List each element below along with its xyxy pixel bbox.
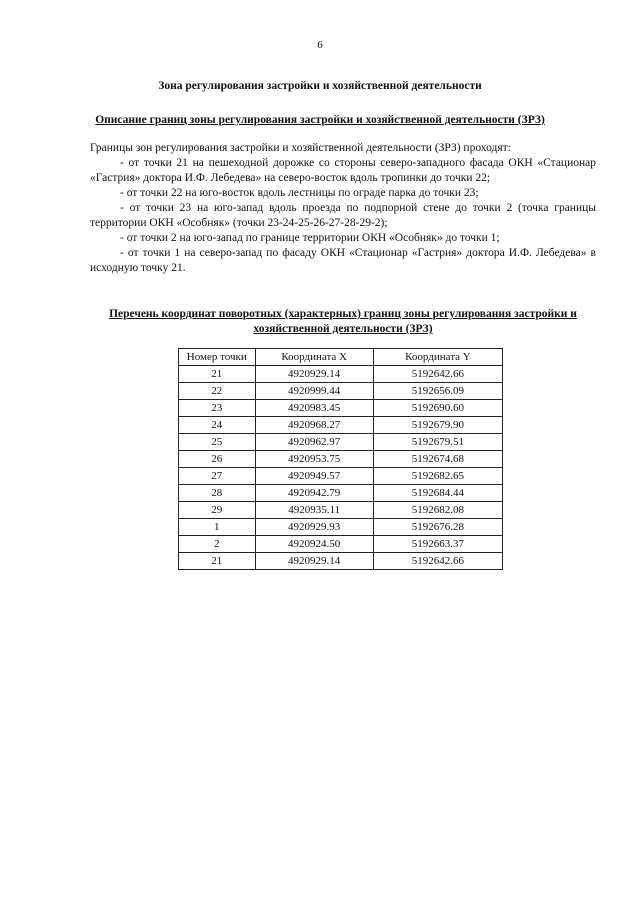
point-number-cell: 21 bbox=[179, 553, 256, 570]
table-row bbox=[179, 451, 503, 468]
table-row bbox=[179, 468, 503, 485]
header-coordinate-y: Координата Y bbox=[373, 349, 502, 366]
coord-x-cell: 4920953.75 bbox=[255, 451, 373, 468]
coord-y-cell: 5192674.68 bbox=[373, 451, 502, 468]
coord-y-cell: 5192690.60 bbox=[373, 400, 502, 417]
table-row bbox=[179, 400, 503, 417]
table-row bbox=[179, 417, 503, 434]
coord-y-cell: 5192679.90 bbox=[373, 417, 502, 434]
coord-y-cell: 5192679.51 bbox=[373, 434, 502, 451]
coord-x-cell: 4920929.14 bbox=[255, 553, 373, 570]
coord-x-cell: 4920929.93 bbox=[255, 519, 373, 536]
point-number-cell: 2 bbox=[179, 536, 256, 553]
coord-y-cell: 5192682.65 bbox=[373, 468, 502, 485]
coord-y-cell: 5192642.66 bbox=[373, 553, 502, 570]
table-row bbox=[179, 519, 503, 536]
coord-y-cell: 5192682.08 bbox=[373, 502, 502, 519]
coord-x-cell: 4920924.50 bbox=[255, 536, 373, 553]
document-title: Зона регулирования застройки и хозяйственной деятельности bbox=[158, 80, 482, 92]
coord-x-cell: 4920929.14 bbox=[255, 366, 373, 383]
point-number-cell: 21 bbox=[179, 366, 256, 383]
table-row bbox=[179, 536, 503, 553]
coord-x-cell: 4920949.57 bbox=[255, 468, 373, 485]
description-text bbox=[90, 141, 596, 276]
boundary-item: - от точки 21 на пешеходной дорожке со стороны северо-западного фасада ОКН «Стационар «Гастрия» доктора И.Ф. Лебедева» на северо-восток вдоль тропинки до точки 22; bbox=[90, 157, 596, 184]
table-row bbox=[179, 553, 503, 570]
page-number: 6 bbox=[317, 39, 323, 51]
coordinates-list-title: Перечень координат поворотных (характерных) границ зоны регулирования застройки и хозяйственной деятельности (ЗРЗ) bbox=[109, 308, 577, 335]
coord-x-cell: 4920968.27 bbox=[255, 417, 373, 434]
point-number-cell: 24 bbox=[179, 417, 256, 434]
table-row bbox=[179, 434, 503, 451]
coord-x-cell: 4920983.45 bbox=[255, 400, 373, 417]
coord-y-cell: 5192684.44 bbox=[373, 485, 502, 502]
point-number-cell: 1 bbox=[179, 519, 256, 536]
table-row bbox=[179, 502, 503, 519]
header-coordinate-x: Координата X bbox=[255, 349, 373, 366]
header-point-number: Номер точки bbox=[179, 349, 256, 366]
point-number-cell: 29 bbox=[179, 502, 256, 519]
table-row bbox=[179, 383, 503, 400]
coord-x-cell: 4920935.11 bbox=[255, 502, 373, 519]
table-row bbox=[179, 366, 503, 383]
table-header-row bbox=[179, 349, 503, 366]
point-number-cell: 26 bbox=[179, 451, 256, 468]
coord-y-cell: 5192663.37 bbox=[373, 536, 502, 553]
boundary-item: - от точки 2 на юго-запад по границе территории ОКН «Особняк» до точки 1; bbox=[120, 232, 500, 244]
point-number-cell: 27 bbox=[179, 468, 256, 485]
point-number-cell: 22 bbox=[179, 383, 256, 400]
boundary-item: - от точки 22 на юго-восток вдоль лестницы по ограде парка до точки 23; bbox=[120, 187, 479, 199]
section-subtitle: Описание границ зоны регулирования застройки и хозяйственной деятельности (ЗРЗ) bbox=[95, 114, 545, 126]
intro-paragraph: Границы зон регулирования застройки и хозяйственной деятельности (ЗРЗ) проходят: bbox=[90, 142, 511, 154]
coord-y-cell: 5192656.09 bbox=[373, 383, 502, 400]
coord-x-cell: 4920942.79 bbox=[255, 485, 373, 502]
coordinates-table bbox=[178, 348, 503, 570]
point-number-cell: 28 bbox=[179, 485, 256, 502]
boundary-item: - от точки 1 на северо-запад по фасаду ОКН «Стационар «Гастрия» доктора И.Ф. Лебедева» в исходную точку 21. bbox=[90, 247, 596, 274]
coord-x-cell: 4920999.44 bbox=[255, 383, 373, 400]
table-row bbox=[179, 485, 503, 502]
point-number-cell: 23 bbox=[179, 400, 256, 417]
coord-y-cell: 5192642.66 bbox=[373, 366, 502, 383]
boundary-item: - от точки 23 на юго-запад вдоль проезда по подпорной стене до точки 2 (точка границы территории ОКН «Особняк» (точки 23-24-25-26-27-28-29-2); bbox=[90, 202, 596, 229]
coord-x-cell: 4920962.97 bbox=[255, 434, 373, 451]
coord-y-cell: 5192676.28 bbox=[373, 519, 502, 536]
point-number-cell: 25 bbox=[179, 434, 256, 451]
